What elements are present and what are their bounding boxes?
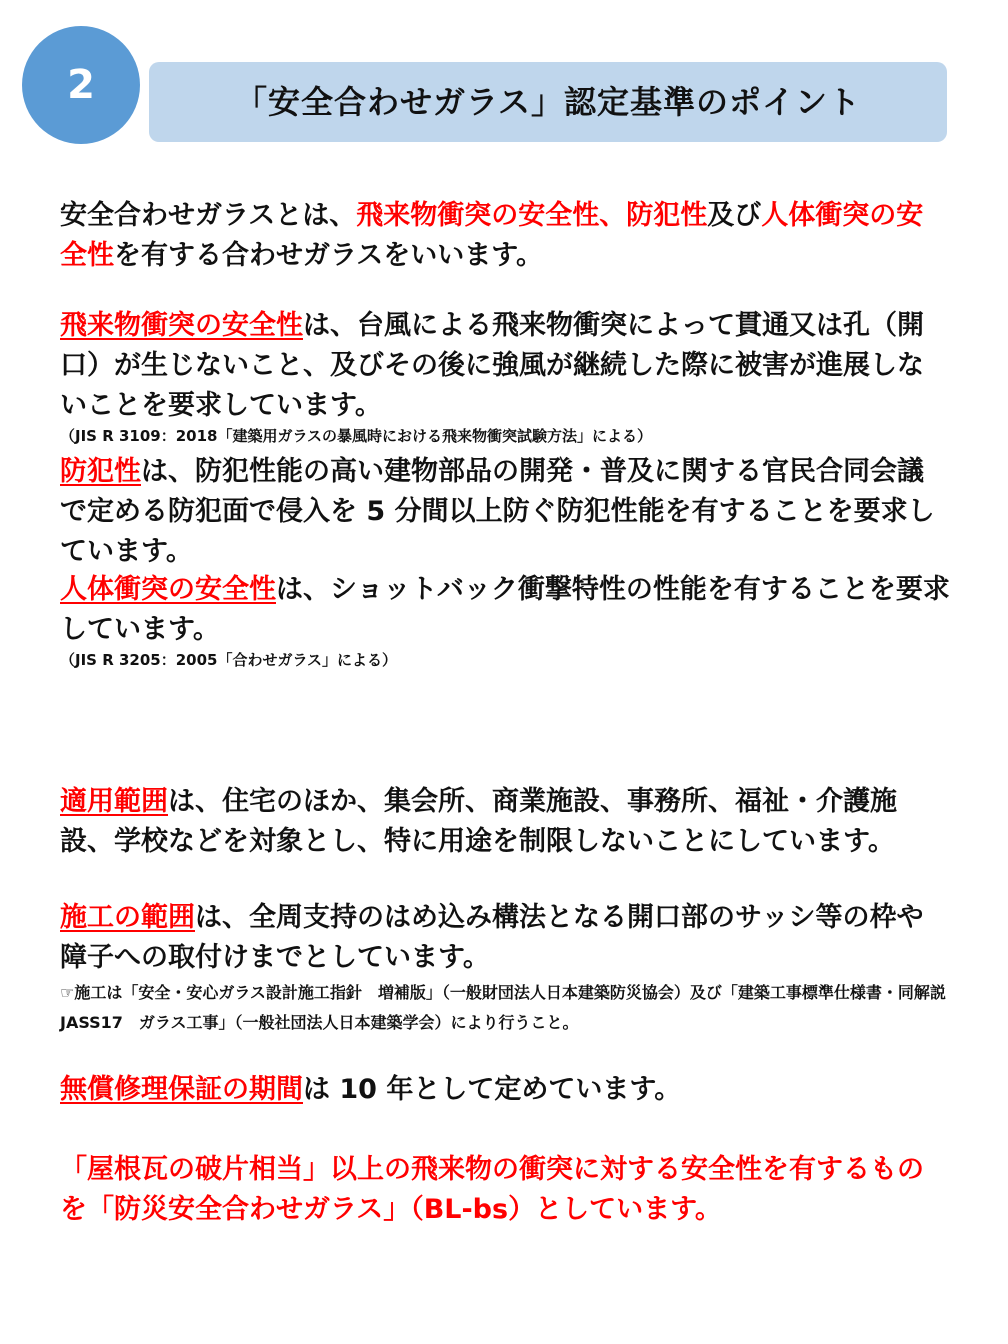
construction-text — [60, 898, 950, 978]
disaster-section — [60, 1150, 950, 1230]
projectile-term: 飛来物衝突の安全性 — [60, 310, 303, 341]
warranty-term: 無償修理保証の期間 — [60, 1074, 303, 1105]
disaster-text: 「屋根瓦の破片相当」以上の飛来物の衝突に対する安全性を有するものを「防災安全合わせガラス」（BL-bs）としています。 — [60, 1154, 924, 1225]
crime-term: 防犯性 — [60, 456, 141, 487]
section-header — [149, 62, 947, 142]
intro-ending: を有する合わせガラスをいいます。 — [114, 240, 544, 271]
intro-term-crime: 防犯性 — [626, 200, 708, 231]
construction-note: ☞施工は「安全・安心ガラス設計施工指針 増補版」（一般財団法人日本建築防災協会）及び「建築工事標準仕様書・同解説 JASS17 ガラス工事」（一般社団法人日本建築学会）により行うこと。 — [60, 983, 962, 1032]
scope-term: 適用範囲 — [60, 786, 168, 817]
warranty-section — [60, 1070, 950, 1110]
warranty-text — [60, 1070, 950, 1110]
warranty-description: は 10 年として定めています。 — [303, 1074, 682, 1105]
human-note: （JIS R 3205：2005「合わせガラス」による） — [60, 651, 398, 669]
construction-term: 施工の範囲 — [60, 902, 195, 933]
crime-text — [60, 452, 950, 572]
scope-description: は、住宅のほか、集会所、商業施設、事務所、福祉・介護施設、学校などを対象とし、特に用途を制限しないことにしています。 — [60, 786, 897, 857]
intro-term-projectile: 飛来物衝突の安全性 — [356, 200, 600, 231]
projectile-text — [60, 306, 950, 426]
intro-part: 安全合わせガラスとは、 — [60, 200, 357, 231]
intro-paragraph — [60, 196, 950, 276]
projectile-description: は、台風による飛来物衝突によって貫通又は孔（開口）が生じないこと、及びその後に強風が継続した際に被害が進展しないことを要求しています。 — [60, 310, 924, 421]
human-term: 人体衝突の安全性 — [60, 574, 276, 605]
projectile-section — [60, 306, 950, 446]
human-description: は、ショットバック衝撃特性の性能を有することを要求しています。 — [60, 574, 950, 645]
projectile-note: （JIS R 3109：2018「建築用ガラスの暴風時における飛来物衝突試験方法」による） — [60, 427, 653, 445]
construction-section — [60, 898, 962, 1038]
section-number-badge: 2 — [22, 26, 140, 144]
intro-and: 及び — [707, 200, 762, 231]
construction-description: は、全周支持のはめ込み構法となる開口部のサッシ等の枠や障子への取付けまでとしています。 — [60, 902, 924, 973]
intro-comma: 、 — [599, 200, 627, 231]
human-text — [60, 570, 950, 650]
intro-text — [60, 196, 950, 276]
page-title: 「安全合わせガラス」認定基準のポイント — [234, 83, 862, 121]
scope-section — [60, 782, 950, 862]
human-section — [60, 570, 950, 670]
crime-description: は、防犯性能の高い建物部品の開発・普及に関する官民合同会議で定める防犯面で侵入を 5 分間以上防ぐ防犯性能を有することを要求しています。 — [60, 456, 935, 567]
crime-section — [60, 452, 950, 572]
scope-text — [60, 782, 950, 862]
intro-term-human: 人体衝突の安全性 — [60, 200, 924, 271]
